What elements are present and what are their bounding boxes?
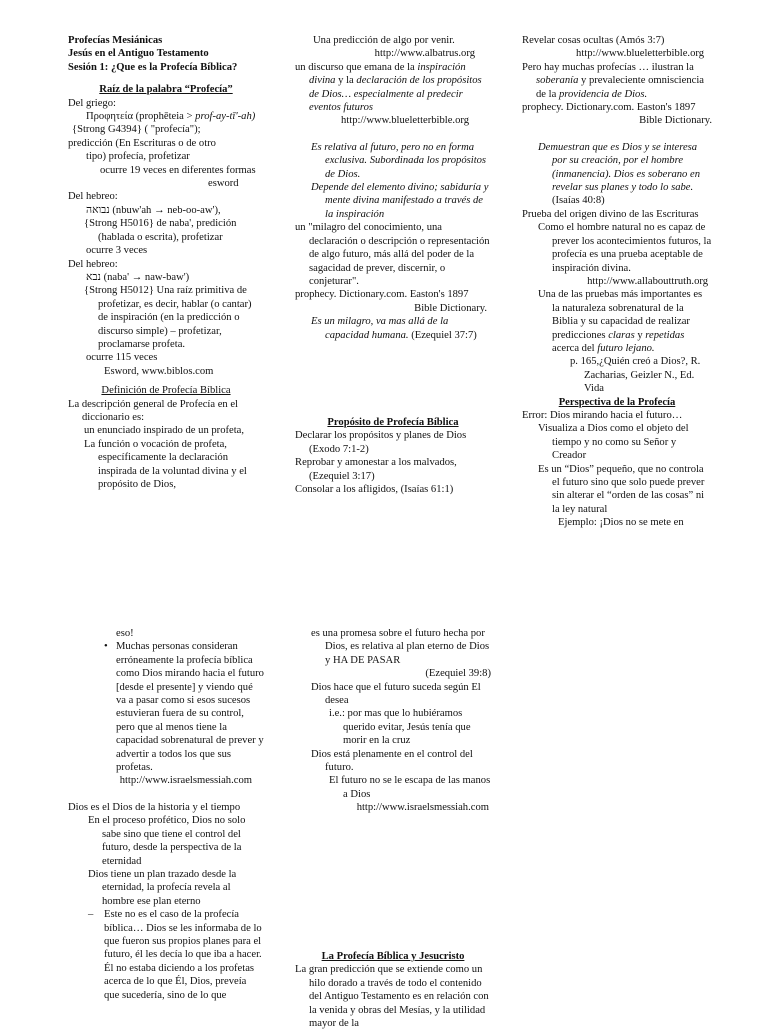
purpose-item-1: Declarar los propósitos y planes de Dios (Exodo 7:1-2) [295,430,467,455]
bottom-column-2-lower [295,950,491,1030]
bottom-column-2 [311,627,491,815]
source-israelsmessiah-1: http://www.israelsmessiah.com [119,775,252,787]
italic-note-relative: Es relativa al futuro, pero no en forma exclusiva. Subordinada los propósitos de Dios. [311,141,487,180]
prediction-line: Una predicción de algo por venir. [313,35,455,46]
example-line: Ejemplo: ¡Dios no se mete en [558,517,684,529]
discourse-italic-1: inspiración divina [309,61,466,87]
bullet-many-people: Muchas personas consideran erróneamente la profecía bíblica como Dios mirando hacia el futuro [desde el presente] y viendo qué va a pasar como si esos sucesos estuvieran fuera de su control, pero que al menos tiene la capacidad sobrenatural de prever y advertir a todos los que sus profetas. [116,641,264,774]
visualize-line: Visualiza a Dios como el objeto del tiempo y no como su Señor y Creador [538,423,689,462]
proof-natural-man: Como el hombre natural no es capaz de prever los acontecimientos futuros, la profecía es una prueba aceptable de inspiración divina. [538,222,712,274]
definition-item-1: un enunciado inspirado de un profeta, [84,425,245,437]
section-heading-jesucristo: La Profecía Bíblica y Jesucristo [321,951,465,962]
distant-future-italic: futuro lejano. [597,342,655,354]
ref-isaiah-40: (Isaías 40:8) [552,195,605,207]
future-no-escape: El futuro no se le escapa de las manos a Dios [329,775,491,800]
prophetic-process: En el proceso profético, Dios no solo sabe sino que tiene el control del futuro, desde la perspectiva de la eternidad [88,815,246,867]
god-has-plan: Dios tiene un plan trazado desde la eternidad, la profecía revela al hombre ese plan eterno [88,868,237,907]
proof-text: Una de las pruebas más importantes es la naturaleza sobrenatural de la Biblia y su capacidad de realizar predicciones [538,289,703,341]
purpose-item-2: Reprobar y amonestar a los malvados, (Ezequiel 3:17) [295,457,457,482]
proof-about: acerca del [552,342,595,354]
strong-h5016: {Strong H5016} de naba', predición (hablada o escrita), profetizar [84,218,237,243]
source-easton-2a: prophecy. Dictionary.com. Easton's 1897 [522,102,696,114]
strong-g4394-def1: predicción (En Escrituras o de otro [68,137,216,149]
italic-note-demonstrate: Demuestran que es Dios y se interesa por su creación, por el hombre (inmanencia). Dios es soberano en revelar sus planes y todo lo sabe. [538,141,700,194]
source-allabouttruth: http://www.allabouttruth.org [587,275,708,287]
source-easton-1b: Bible Dictionary. [414,302,487,314]
section-heading-proposito: Propósito de Profecía Bíblica [327,416,459,428]
discourse-text-2: y la [338,75,354,87]
proof-and: y [637,329,643,341]
occurs-115: ocurre 115 veces [86,352,158,364]
sovereignty-italic: soberanía [536,75,579,87]
source-esword-1: esword [208,178,239,190]
many-prophecies-text: Pero hay muchas profecías … ilustran la [522,61,694,73]
section-heading-definicion: Definición de Profecía Bíblica [101,385,231,397]
doc-subtitle: Jesús en el Antiguo Testamento [68,48,209,60]
occurs-19: ocurre 19 veces en diferentes formas [100,164,256,176]
bullet-icon: • [104,641,108,653]
label-del-hebreo-2: Del hebreo: [68,258,118,270]
top-column-1 [68,34,264,491]
top-column-2 [295,34,491,496]
source-esword-2: Esword, www.biblos.com [104,365,214,377]
session-title: Sesión 1: ¿Que es la Profecía Bíblica? [68,61,238,73]
greek-word: Προφητεία (prophēteia > [86,111,193,123]
promise-line: es una promesa sobre el futuro hecha por Dios, es relativa al plan eterno de Dios y HA DE PASAR [311,628,490,666]
definition-intro: La descripción general de Profecía en el diccionario es: [68,398,239,423]
dash-icon: – [88,909,94,921]
discourse-text: un discurso que emana de la [295,61,415,73]
source-easton-1a: prophecy. Dictionary.com. Easton's 1897 [295,289,469,301]
book-reference: p. 165,¿Quién creó a Dios?, R. Zacharias, Geizler N., Ed. Vida [570,356,701,395]
strong-h5012: {Strong H5012} Una raíz primitiva de profetizar, es decir, hablar (o cantar) de inspiración (en la predicción o discurso simple) – profetizar, proclamarse profeta. [84,285,252,350]
many-prophecies-text-2: y prevaleciente omnisciencia de la [536,75,704,100]
italic-note-depends: Depende del elemento divino; sabiduría y mente divina manifestado a través de la inspiración [311,182,489,220]
top-column-3 [522,34,712,530]
small-god-line: Es un “Dios” pequeño, que no controla el futuro sino que solo puede prever sin alterar el “orden de las cosas” ni la ley natural [538,463,705,515]
bottom-column-1 [68,627,264,1002]
repeated-italic: repetidas [645,329,685,341]
dash-not-the-case: Este no es el caso de la profecía bíblica… Dios se les informaba de lo que fueron sus propios planes para el futuro, él les decía lo que iba a hacer. Él no estaba diciendo a los profetas acerca de lo que Él, Dios, preveía que sucedería, sino de lo que [104,909,262,1001]
label-del-hebreo-1: Del hebreo: [68,191,118,203]
source-easton-2b: Bible Dictionary. [639,115,712,127]
doc-title: Profecías Mesiánicas [68,35,163,46]
source-blueletterbible-2: http://www.blueletterbible.org [576,48,704,60]
god-in-control: Dios está plenamente en el control del futuro. [311,748,473,774]
hebrew-word-2: נבא (naba' → naw-baw') [86,271,190,283]
ref-ezekiel-37: (Ezequiel 37:7) [411,329,477,341]
definition-item-2: La función o vocación de profeta, específicamente la declaración inspirada de la voluntad divina y el propósito de Dios, [84,438,247,490]
proof-heading: Prueba del origen divino de las Escrituras [522,208,699,220]
providence-italic: providencia de Dios. [558,88,648,100]
source-israelsmessiah-2: http://www.israelsmessiah.com [356,802,489,814]
reveal-line: Revelar cosas ocultas (Amós 3:7) [522,35,665,46]
great-prediction: La gran predicción que se extiende como un hilo dorado a través de todo el contenido del Antiguo Testamento es en relación con la venida y obras del Mesías, y la utilidad mayor de la [295,964,489,1030]
strong-g4394: {Strong G4394} ( "profecía"); [72,124,201,136]
discourse-italic-2: declaración de los propósitos de Dios… especialmente al predecir eventos futuros [309,75,482,114]
purpose-item-3: Consolar a los afligidos, (Isaías 61:1) [295,483,454,495]
eso-line: eso! [116,628,134,639]
source-blueletterbible-1: http://www.blueletterbible.org [341,115,469,127]
section-heading-perspectiva: Perspectiva de la Profecía [558,396,676,408]
error-line: Error: Dios mirando hacia el futuro… [522,409,683,421]
ref-ezekiel-39: (Ezequiel 39:8) [425,668,491,680]
source-albatrus: http://www.albatrus.org [374,48,475,60]
greek-pronunciation: prof-ay-tī'-ah) [195,111,256,123]
label-del-griego: Del griego: [68,97,116,109]
strong-g4394-def2: tipo) profecía, profetizar [86,151,190,163]
ie-line: i.e.: por mas que lo hubiéramos querido evitar, Jesús tenía que morir en la cruz [329,708,471,747]
italic-note-miracle: Es un milagro, va mas allá de la capacidad humana. [311,316,449,341]
clear-italic: claras [608,329,635,341]
miracle-quote: un "milagro del conocimiento, una declaración o descripción o representación de algo futuro, más allá del poder de la sagacidad de prever, discernir, o conjeturar". [295,222,490,287]
god-of-history: Dios es el Dios de la historia y el tiempo [68,801,241,813]
section-heading-raiz: Raíz de la palabra “Profecía” [99,84,233,96]
occurs-3: ocurre 3 veces [86,245,148,257]
god-makes-future: Dios hace que el futuro suceda según El desea [311,681,481,707]
hebrew-word-1: נבואה (nbuw'ah → neb-oo-aw'), [86,204,221,216]
